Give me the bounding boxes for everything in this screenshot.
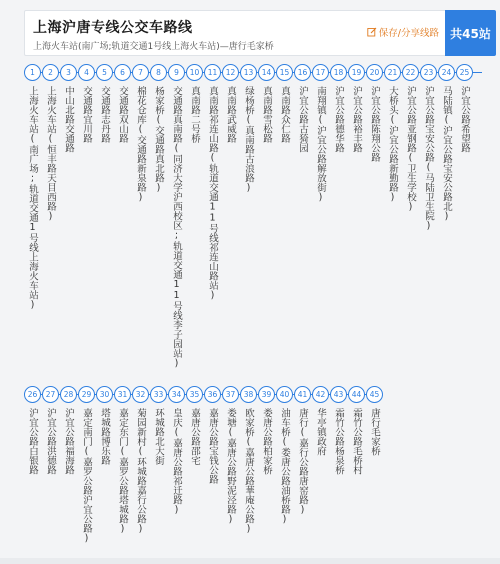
bus-stop[interactable] — [41, 386, 60, 475]
stop-number[interactable]: 6 — [114, 64, 131, 81]
bus-stop[interactable] — [23, 386, 42, 475]
stop-name[interactable]: 环城路北大街 — [153, 408, 164, 465]
bus-stop[interactable] — [77, 64, 96, 143]
bus-stop[interactable] — [131, 64, 150, 203]
bus-stop[interactable] — [275, 386, 294, 525]
bus-stop[interactable] — [365, 386, 384, 456]
stop-number[interactable]: 27 — [42, 386, 59, 403]
bus-stop[interactable] — [455, 64, 474, 153]
bus-stop[interactable] — [221, 64, 240, 143]
route-header-card — [24, 10, 496, 56]
bus-stop[interactable] — [401, 64, 420, 213]
stop-name[interactable]: 嘉唐公路邵宅 — [189, 408, 200, 465]
stop-name[interactable]: 沪宜公路宝安公路(马陆卫生院) — [423, 86, 434, 232]
stop-number[interactable]: 17 — [312, 64, 329, 81]
edit-icon — [367, 27, 377, 37]
stop-name[interactable]: 真南路众仁路 — [279, 86, 290, 143]
stop-name[interactable]: 华亭镇政府 — [315, 408, 326, 456]
stop-number[interactable]: 4 — [78, 64, 95, 81]
stop-name[interactable]: 沪宜公路陈翔公路 — [369, 86, 380, 162]
bus-stop[interactable] — [293, 386, 312, 516]
bus-stop[interactable] — [185, 386, 204, 465]
stop-number[interactable]: 42 — [312, 386, 329, 403]
stop-name[interactable]: 塔城路博乐路 — [99, 408, 110, 465]
stop-name[interactable]: 马陆镇(沪宜公路宝安公路北) — [441, 86, 452, 222]
stop-name[interactable]: 沪宜公路古猗园 — [297, 86, 308, 153]
stop-number[interactable]: 32 — [132, 386, 149, 403]
bus-stop[interactable] — [275, 64, 294, 143]
stop-name[interactable]: 真南路雪松路 — [261, 86, 272, 143]
bus-stop[interactable] — [437, 64, 456, 222]
stop-number[interactable]: 22 — [402, 64, 419, 81]
stop-number[interactable]: 25 — [456, 64, 473, 81]
bus-stop[interactable] — [23, 64, 42, 311]
stop-name[interactable]: 霜竹公路杨泉桥 — [333, 408, 344, 475]
stop-name[interactable]: 沪宜公路福海路 — [63, 408, 74, 475]
stop-number[interactable]: 30 — [96, 386, 113, 403]
stop-number[interactable]: 29 — [78, 386, 95, 403]
stop-name[interactable]: 杨家桥(交通路真北路) — [153, 86, 164, 194]
stop-number[interactable]: 10 — [186, 64, 203, 81]
bus-stop[interactable] — [239, 386, 258, 535]
stop-name[interactable]: 中山北路交通路 — [63, 86, 74, 153]
bus-stop[interactable] — [293, 64, 312, 153]
stop-name[interactable]: 霜竹公路毛桥村 — [351, 408, 362, 475]
stop-number[interactable]: 15 — [276, 64, 293, 81]
stop-number[interactable]: 13 — [240, 64, 257, 81]
stop-number[interactable]: 19 — [348, 64, 365, 81]
bus-stop[interactable] — [239, 64, 258, 194]
stop-name[interactable]: 沪宜公路裕丰路 — [351, 86, 362, 153]
stop-name[interactable]: 嘉定南门(嘉罗公路沪宜公路) — [81, 408, 92, 544]
stop-name[interactable]: 上海火车站(恒丰路天目西路) — [45, 86, 56, 222]
stop-number[interactable]: 3 — [60, 64, 77, 81]
stop-name[interactable]: 沪宜公路白银路 — [27, 408, 38, 475]
stop-number[interactable]: 40 — [276, 386, 293, 403]
bus-stop[interactable] — [311, 386, 330, 456]
stop-number[interactable]: 45 — [366, 386, 383, 403]
stop-number[interactable]: 12 — [222, 64, 239, 81]
stop-number[interactable]: 39 — [258, 386, 275, 403]
stop-number[interactable]: 14 — [258, 64, 275, 81]
bus-stop[interactable] — [59, 386, 78, 475]
stop-number[interactable]: 44 — [348, 386, 365, 403]
stop-number[interactable]: 1 — [24, 64, 41, 81]
stop-number[interactable]: 31 — [114, 386, 131, 403]
stop-name[interactable]: 油车桥(娄唐公路油桥路) — [279, 408, 290, 525]
stop-name[interactable]: 沪宜公路德华路 — [333, 86, 344, 153]
route-title: 上海沪唐专线公交车路线 — [33, 20, 193, 36]
bus-stop[interactable] — [113, 64, 132, 143]
bus-stop[interactable] — [167, 64, 186, 369]
bus-stop[interactable] — [311, 64, 330, 203]
stop-name[interactable]: 真南路二号桥 — [189, 86, 200, 143]
bus-stop[interactable] — [347, 386, 366, 475]
stop-number[interactable]: 8 — [150, 64, 167, 81]
bus-stop[interactable] — [41, 64, 60, 222]
stop-number[interactable]: 16 — [294, 64, 311, 81]
stop-name[interactable]: 交通路双山路 — [117, 86, 128, 143]
stop-name[interactable]: 棉花仓库(交通路新泉路) — [135, 86, 146, 203]
stop-name[interactable]: 唐行(嘉行公路唐窑路) — [297, 408, 308, 516]
bus-stop[interactable] — [257, 64, 276, 143]
stop-number[interactable]: 36 — [204, 386, 221, 403]
stop-name[interactable]: 沪宜公路亚钢路(卫生学校) — [405, 86, 416, 213]
bus-stop[interactable] — [149, 64, 168, 194]
stop-number[interactable]: 43 — [330, 386, 347, 403]
bus-stop[interactable] — [419, 64, 438, 232]
stop-number[interactable]: 23 — [420, 64, 437, 81]
stop-name[interactable]: 嘉唐公路宝钱公路 — [207, 408, 218, 484]
bus-stop[interactable] — [113, 386, 132, 535]
bottom-bar — [0, 558, 500, 564]
stop-number[interactable]: 35 — [186, 386, 203, 403]
stop-name[interactable]: 绿杨桥(真南路古浪路) — [243, 86, 254, 194]
stop-number[interactable]: 18 — [330, 64, 347, 81]
route-endpoints: 上海火车站(南广场;轨道交通1号线上海火车站)—唐行毛家桥 — [33, 42, 274, 52]
bus-stop[interactable] — [95, 64, 114, 143]
bus-stop[interactable] — [149, 386, 168, 465]
bus-stop[interactable] — [95, 386, 114, 465]
stop-name[interactable]: 上海火车站(南广场;轨道交通1号线上海火车站) — [27, 86, 38, 311]
stop-name[interactable]: 皇庆(嘉唐公路祁迁路) — [171, 408, 182, 516]
stop-name[interactable]: 沪宜公路洪德路 — [45, 408, 56, 475]
stop-number[interactable]: 11 — [204, 64, 221, 81]
total-stops-badge: 共45站 — [445, 10, 496, 56]
stop-number[interactable]: 5 — [96, 64, 113, 81]
stop-name[interactable]: 交通路志丹路 — [99, 86, 110, 143]
stop-number[interactable]: 26 — [24, 386, 41, 403]
stop-name[interactable]: 南翔镇(沪宜公路解放街) — [315, 86, 326, 203]
bus-stop[interactable] — [365, 64, 384, 162]
stop-name[interactable]: 交通路宜川路 — [81, 86, 92, 143]
bus-stop[interactable] — [329, 64, 348, 153]
stops-panel — [0, 58, 500, 558]
stop-name[interactable]: 沪宜公路希望路 — [459, 86, 470, 153]
stop-number[interactable]: 2 — [42, 64, 59, 81]
stop-number[interactable]: 7 — [132, 64, 149, 81]
stop-number[interactable]: 38 — [240, 386, 257, 403]
stop-name[interactable]: 菊园新村(环城路嘉行公路) — [135, 408, 146, 535]
stop-name[interactable]: 欧家桥(嘉唐公路華庵公路) — [243, 408, 254, 535]
stop-number[interactable]: 21 — [384, 64, 401, 81]
bus-stop[interactable] — [167, 386, 186, 516]
stop-number[interactable]: 33 — [150, 386, 167, 403]
stop-name[interactable]: 交通路真南路(同济大学沪西校区;轨道交通11号线李子园站) — [171, 86, 182, 369]
save-share-label: 保存/分享线路 — [378, 28, 439, 39]
bus-stop[interactable] — [347, 64, 366, 153]
bus-stop[interactable] — [329, 386, 348, 475]
bus-stop[interactable] — [203, 386, 222, 484]
bus-stop[interactable] — [185, 64, 204, 143]
bus-stop[interactable] — [257, 386, 276, 475]
bus-stop[interactable] — [221, 386, 240, 525]
stop-name[interactable]: 真南路武威路 — [225, 86, 236, 143]
stop-name[interactable]: 真南路祁连山路(轨道交通11号线祁连山路站) — [207, 86, 218, 301]
stop-number[interactable]: 20 — [366, 64, 383, 81]
stop-number[interactable]: 24 — [438, 64, 455, 81]
stop-name[interactable]: 嘉定东门(嘉罗公路塔城路) — [117, 408, 128, 535]
bus-stop[interactable] — [77, 386, 96, 544]
stop-name[interactable]: 娄唐公路柏家桥 — [261, 408, 272, 475]
stop-number[interactable]: 34 — [168, 386, 185, 403]
stop-name[interactable]: 唐行毛家桥 — [369, 408, 380, 456]
stop-name[interactable]: 大桥头(沪宜公路新勤路) — [387, 86, 398, 203]
bus-stop[interactable] — [59, 64, 78, 153]
stop-number[interactable]: 41 — [294, 386, 311, 403]
bus-stop[interactable] — [131, 386, 150, 535]
bus-stop[interactable] — [383, 64, 402, 203]
save-share-link[interactable] — [367, 25, 439, 39]
stop-number[interactable]: 28 — [60, 386, 77, 403]
stop-name[interactable]: 娄塘(嘉唐公路野泥泾路) — [225, 408, 236, 525]
bus-stop[interactable] — [203, 64, 222, 301]
stop-number[interactable]: 37 — [222, 386, 239, 403]
stop-number[interactable]: 9 — [168, 64, 185, 81]
